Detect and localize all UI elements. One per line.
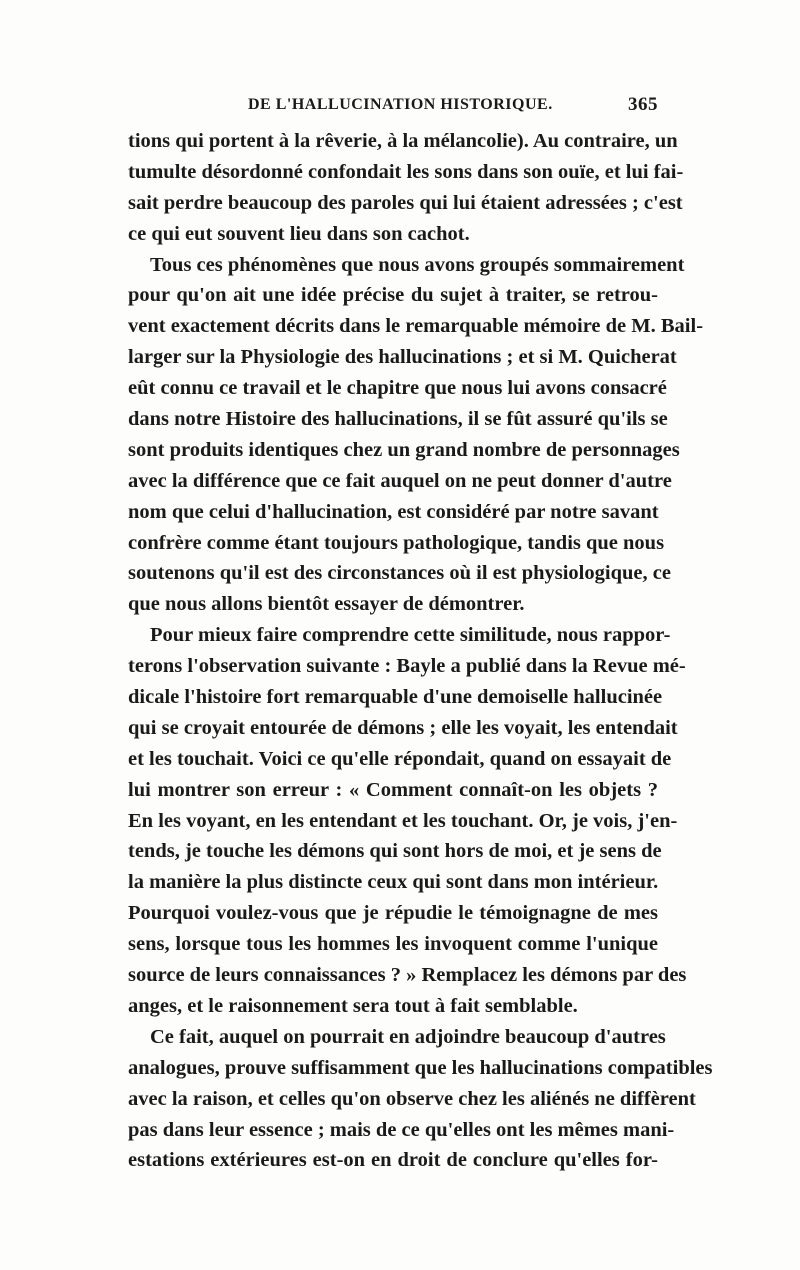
text-line: pour qu'on ait une idée précise du sujet à traiter, se retrou- <box>128 284 658 307</box>
text-line: terons l'observation suivante : Bayle a publié dans la Revue mé- <box>128 655 686 678</box>
text-line: confrère comme étant toujours pathologique, tandis que nous <box>128 531 665 554</box>
running-title: DE L'HALLUCINATION HISTORIQUE. <box>248 96 553 113</box>
text-line: Tous ces phénomènes que nous avons groupés sommairement <box>150 253 685 276</box>
text-line: Ce fait, auquel on pourrait en adjoindre beaucoup d'autres <box>150 1025 666 1048</box>
text-line: ce qui eut souvent lieu dans son cachot. <box>128 222 470 245</box>
page-number: 365 <box>628 94 658 115</box>
text-line: pas dans leur essence ; mais de ce qu'elles ont les mêmes mani- <box>128 1118 675 1141</box>
text-line: vent exactement décrits dans le remarquable mémoire de M. Bail- <box>128 315 704 338</box>
text-line: dicale l'histoire fort remarquable d'une demoiselle hallucinée <box>128 686 663 709</box>
text-line: tumulte désordonné confondait les sons dans son ouïe, et lui fai- <box>128 160 684 183</box>
text-line: avec la différence que ce fait auquel on ne peut donner d'autre <box>128 469 672 492</box>
body-text <box>128 126 713 1176</box>
text-line: lui montrer son erreur : « Comment connaît-on les objets ? <box>128 778 658 801</box>
text-line: nom que celui d'hallucination, est considéré par notre savant <box>128 500 659 523</box>
text-line: anges, et le raisonnement sera tout à fait semblable. <box>128 994 578 1017</box>
text-line: eût connu ce travail et le chapitre que nous lui avons consacré <box>128 377 667 400</box>
text-line: estations extérieures est-on en droit de conclure qu'elles for- <box>128 1149 658 1172</box>
text-line: qui se croyait entourée de démons ; elle les voyait, les entendait <box>128 716 678 739</box>
text-line: tends, je touche les démons qui sont hors de moi, et je sens de <box>128 840 662 863</box>
text-line: tions qui portent à la rêverie, à la mélancolie). Au contraire, un <box>128 130 678 152</box>
text-line: sait perdre beaucoup des paroles qui lui étaient adressées ; c'est <box>128 191 683 214</box>
text-line: la manière la plus distincte ceux qui sont dans mon intérieur. <box>128 871 659 894</box>
text-line: soutenons qu'il est des circonstances où il est physiologique, ce <box>128 562 671 585</box>
text-line: dans notre Histoire des hallucinations, il se fût assuré qu'ils se <box>128 408 668 431</box>
text-line: En les voyant, en les entendant et les touchant. Or, je vois, j'en- <box>128 809 678 832</box>
page-header <box>128 96 658 126</box>
text-line: sont produits identiques chez un grand nombre de personnages <box>128 438 680 461</box>
text-line: analogues, prouve suffisamment que les hallucinations compatibles <box>128 1056 713 1079</box>
text-line: Pour mieux faire comprendre cette similitude, nous rappor- <box>150 624 671 647</box>
text-line: Pourquoi voulez-vous que je répudie le témoignagne de mes <box>128 902 658 925</box>
text-line: et les touchait. Voici ce qu'elle répondait, quand on essayait de <box>128 747 672 770</box>
text-line: larger sur la Physiologie des hallucinations ; et si M. Quicherat <box>128 346 677 369</box>
text-line: sens, lorsque tous les hommes les invoquent comme l'unique <box>128 933 658 956</box>
text-line: source de leurs connaissances ? » Remplacez les démons par des <box>128 964 687 987</box>
text-line: avec la raison, et celles qu'on observe chez les aliénés ne diffèrent <box>128 1087 696 1110</box>
text-line: que nous allons bientôt essayer de démontrer. <box>128 593 525 616</box>
